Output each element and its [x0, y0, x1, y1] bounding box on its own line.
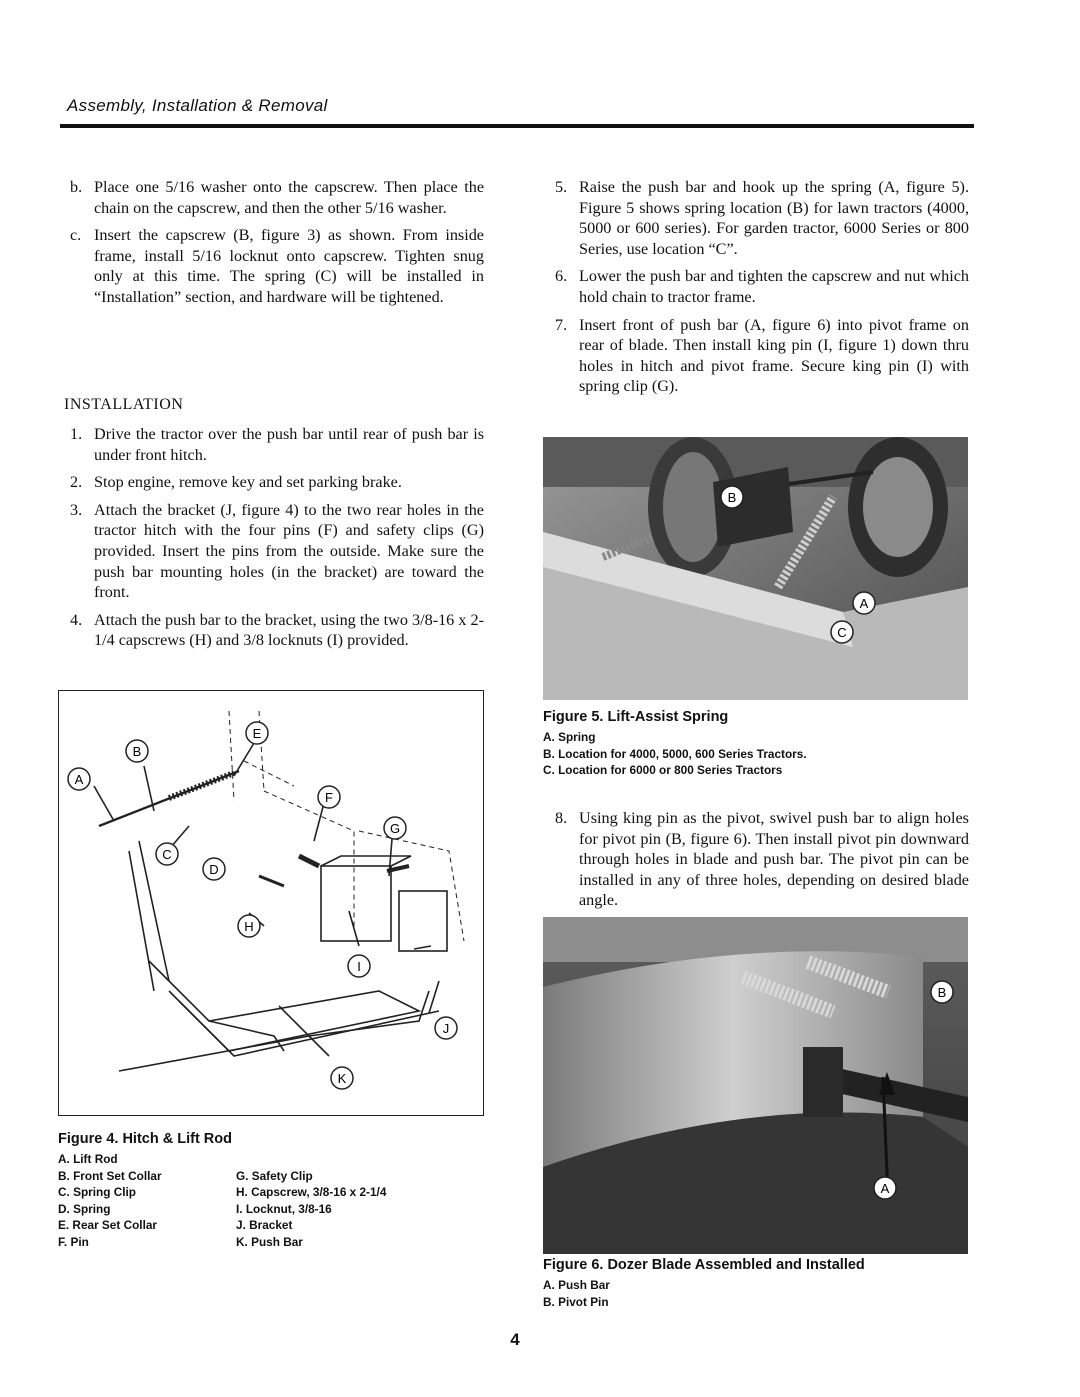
legend-item: G. Safety Clip: [236, 1168, 313, 1183]
callout-g: [384, 817, 406, 839]
legend-item: J. Bracket: [236, 1218, 293, 1232]
left-top-steps: [70, 177, 484, 315]
right-lower-steps: [555, 808, 969, 918]
callout-i: [348, 955, 370, 977]
callout-j: [435, 1017, 457, 1039]
step-1: [70, 424, 484, 465]
installation-heading: INSTALLATION: [64, 396, 184, 413]
legend-item: I. Locknut, 3/8-16: [236, 1201, 332, 1216]
step-marker: 5.: [555, 178, 568, 196]
svg-text:D: D: [209, 862, 219, 877]
step-5: [555, 177, 969, 259]
svg-text:I: I: [357, 959, 361, 974]
figure-6-caption: [543, 1256, 973, 1310]
lift-assist-spring-photo: [543, 437, 968, 700]
legend-item: C. Spring Clip: [58, 1185, 136, 1199]
step-text: Place one 5/16 washer onto the capscrew. Then place the chain on the capscrew, and then the other 5/16 washer.: [94, 178, 484, 217]
step-4: [70, 610, 484, 651]
step-3: [70, 500, 484, 603]
header-rule: [60, 124, 974, 128]
page-number: 4: [510, 1330, 520, 1349]
installation-steps: [70, 424, 484, 658]
callout-a: [853, 592, 875, 614]
svg-text:A: A: [859, 596, 869, 611]
legend-column-1: [58, 1151, 236, 1250]
svg-text:A: A: [74, 772, 84, 787]
legend-item: K. Push Bar: [236, 1234, 303, 1249]
step-c: [70, 225, 484, 307]
callout-c: [156, 843, 178, 865]
svg-text:B: B: [132, 744, 142, 759]
step-8: [555, 808, 969, 911]
step-marker: c.: [70, 226, 82, 245]
dozer-blade-photo: [543, 917, 968, 1254]
callout-a: [68, 768, 90, 790]
svg-text:C: C: [162, 847, 172, 862]
svg-text:E: E: [252, 726, 262, 741]
step-text: Lower the push bar and tighten the capscrew and nut which hold chain to tractor frame.: [579, 267, 969, 306]
legend-item: C. Location for 6000 or 800 Series Tractors: [543, 763, 783, 777]
figure-4-illustration: [58, 690, 484, 1116]
step-marker: 6.: [555, 267, 568, 286]
step-text: Using king pin as the pivot, swivel push bar to align holes for pivot pin (B, figure 6). Then install pivot pin downward through holes in blade and push bar. The pivot pin can be installed in any of three holes, depending on desired blade angle.: [579, 809, 969, 910]
legend-item: B. Pivot Pin: [543, 1294, 609, 1309]
step-6: [555, 266, 969, 307]
legend-item: A. Spring: [543, 730, 596, 744]
svg-text:B: B: [727, 490, 737, 505]
callout-b: [126, 740, 148, 762]
svg-text:C: C: [837, 625, 847, 640]
figure-5-photo: [543, 437, 968, 700]
step-text: Attach the push bar to the bracket, using the two 3/8-16 x 2-1/4 capscrews (H) and 3/8 locknuts (I) provided.: [94, 610, 484, 650]
svg-text:A: A: [880, 1181, 890, 1196]
step-2: [70, 472, 484, 493]
svg-text:K: K: [337, 1071, 347, 1086]
step-marker: 4.: [70, 610, 83, 629]
step-7: [555, 315, 969, 397]
callout-c: [831, 621, 853, 643]
legend-item: A. Push Bar: [543, 1278, 610, 1292]
step-marker: b.: [70, 178, 83, 196]
step-text: Attach the bracket (J, figure 4) to the two rear holes in the tractor hitch with the four pins (F) and safety clips (G) provided. Insert the pins from the outside. Make sure the push bar mounting holes (in the bracket) are toward the front.: [94, 500, 484, 602]
callout-h: [238, 915, 260, 937]
step-marker: 2.: [70, 473, 83, 492]
step-marker: 1.: [70, 425, 83, 443]
legend-item: D. Spring: [58, 1201, 111, 1216]
legend-item: H. Capscrew, 3/8-16 x 2-1/4: [236, 1185, 387, 1199]
figure-5-caption: [543, 708, 973, 779]
legend-item: A. Lift Rod: [58, 1152, 118, 1166]
callout-d: [203, 858, 225, 880]
figure-5-title: Figure 5. Lift-Assist Spring: [543, 709, 729, 725]
legend-item: B. Location for 4000, 5000, 600 Series Tractors.: [543, 746, 807, 761]
page-header-title: Assembly, Installation & Removal: [67, 96, 328, 115]
step-marker: 7.: [555, 315, 568, 334]
step-text: Stop engine, remove key and set parking brake.: [94, 473, 402, 492]
right-top-steps: [555, 177, 969, 404]
svg-text:H: H: [244, 919, 254, 934]
callout-e: [246, 722, 268, 744]
svg-text:B: B: [937, 985, 947, 1000]
step-text: Drive the tractor over the push bar until rear of push bar is under front hitch.: [94, 425, 484, 464]
figure-4-title: Figure 4. Hitch & Lift Rod: [58, 1131, 232, 1147]
step-text: Insert the capscrew (B, figure 3) as shown. From inside frame, install 5/16 locknut onto capscrew. Tighten snug only at this time. The spring (C) will be installed in “Installation” section, and hardware will be tightened.: [94, 226, 484, 306]
figure-6-title: Figure 6. Dozer Blade Assembled and Installed: [543, 1257, 865, 1273]
step-text: Insert front of push bar (A, figure 6) into pivot frame on rear of blade. Then install king pin (I, figure 1) down thru holes in hitch and pivot frame. Secure king pin (I) with spring clip (G).: [579, 315, 969, 396]
legend-column-2: [236, 1151, 486, 1250]
step-marker: 3.: [70, 500, 83, 519]
callout-a: [874, 1177, 896, 1199]
figure-4-caption: [58, 1130, 498, 1250]
callout-b: [721, 486, 743, 508]
figure-6-photo: [543, 917, 968, 1254]
step-b: [70, 177, 484, 218]
step-text: Raise the push bar and hook up the spring (A, figure 5). Figure 5 shows spring location (B) for lawn tractors (4000, 5000 or 600 series). For garden tractor, 6000 Series or 800 Series, use location “C”.: [579, 178, 969, 258]
legend-item: E. Rear Set Collar: [58, 1218, 158, 1232]
step-marker: 8.: [555, 809, 568, 827]
svg-text:F: F: [325, 790, 333, 805]
svg-text:G: G: [389, 821, 401, 836]
legend-item: F. Pin: [58, 1234, 89, 1249]
legend-item: B. Front Set Collar: [58, 1168, 162, 1183]
figure-4-legend: [58, 1151, 498, 1250]
svg-text:J: J: [442, 1021, 450, 1036]
hitch-lift-rod-drawing: [59, 691, 483, 1115]
callout-k: [331, 1067, 353, 1089]
callout-b: [931, 981, 953, 1003]
callout-f: [318, 786, 340, 808]
